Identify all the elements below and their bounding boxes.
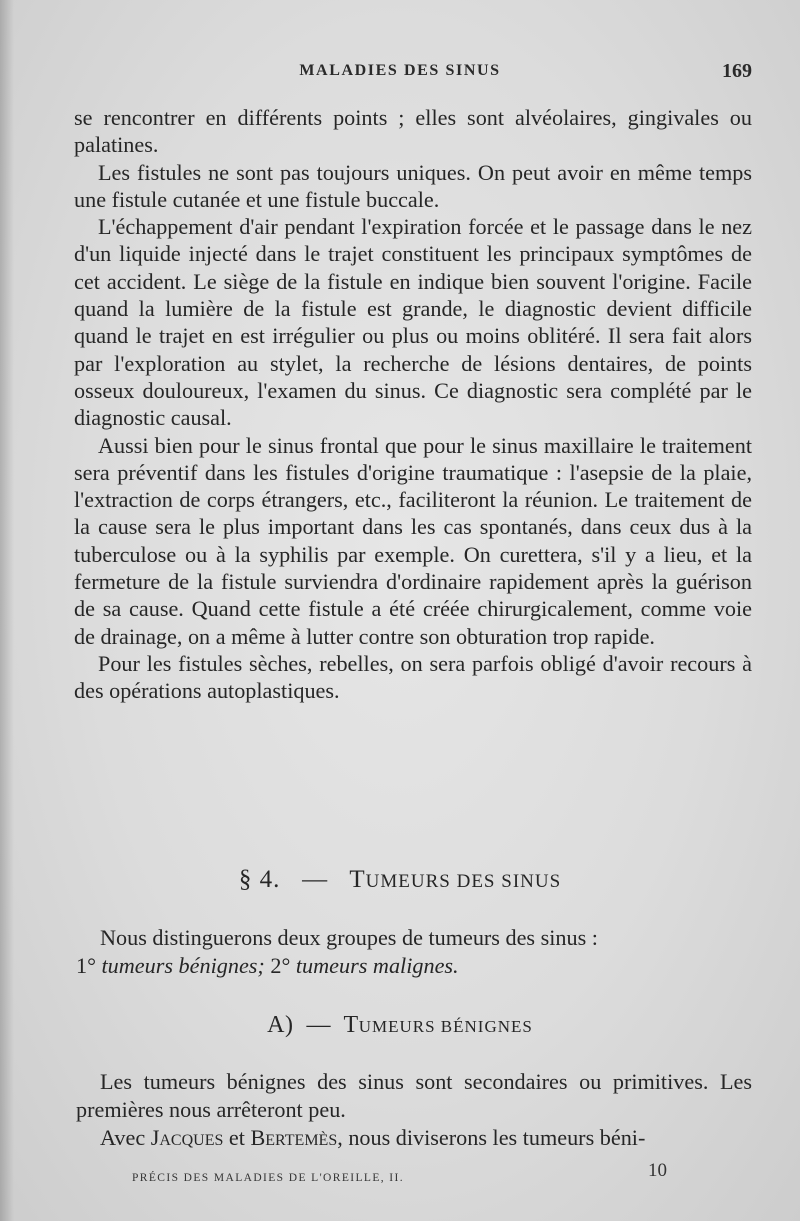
author-jacques: Jacques bbox=[150, 1125, 224, 1150]
section-mark: § 4. bbox=[238, 866, 281, 893]
division-start: Avec bbox=[100, 1125, 146, 1150]
tumor-groups-paragraph bbox=[76, 924, 752, 980]
subsection-title-initial: T bbox=[343, 1012, 359, 1038]
signature-number: 10 bbox=[648, 1160, 667, 1181]
paragraph-treatment: Aussi bien pour le sinus frontal que pour le sinus maxillaire le traitement sera préventif dans les fistules d'origine traumatique : l'asepsie de la plaie, l'extraction de corps étrangers, etc., faciliteront la réunion. Le traitement de la cause sera le plus important dans les cas spontanés, dans ceux dus à la tuberculose ou à la syphilis par exemple. On curettera, s'il y a lieu, et la fermeture de la fistule surviendra d'ordinaire rapidement après la guérison de sa cause. Quand cette fistule a été créée chirurgicalement, comme voie de drainage, on a même à lutter contre son obturation trop rapide. bbox=[74, 432, 752, 649]
page-number: 169 bbox=[722, 60, 752, 82]
paragraph-multiple-fistulas: Les fistules ne sont pas toujours uniques. On peut avoir en même temps une fistule cutanée et une fistule buccale. bbox=[74, 159, 752, 212]
paragraph-division bbox=[76, 1124, 752, 1152]
printer-signature-line bbox=[0, 1160, 800, 1194]
subsection-title-rest: UMEURS BÉNIGNES bbox=[358, 1017, 533, 1036]
group-1-number: 1° bbox=[76, 953, 96, 978]
body-text bbox=[74, 104, 752, 705]
group-1-label: tumeurs bénignes; bbox=[101, 953, 265, 978]
paragraph-dry-fistulas: Pour les fistules sèches, rebelles, on sera parfois obligé d'avoir recours à des opérations autoplastiques. bbox=[74, 650, 752, 704]
tail-text bbox=[76, 1068, 752, 1152]
division-conjunction: et bbox=[228, 1125, 245, 1150]
running-head bbox=[0, 58, 800, 88]
paragraph-symptoms-diagnosis: L'échappement d'air pendant l'expiration forcée et le passage dans le nez d'un liquide injecté dans le trajet constituent les principaux symptômes de cet accident. Le siège de la fistule en indique bien souvent l'origine. Facile quand la lumière de la fistule est grande, le diagnostic devient difficile quand le trajet en est irrégulier ou plus ou moins oblitéré. Il sera fait alors par l'exploration au stylet, la recherche de lésions dentaires, de points osseux douloureux, l'examen du sinus. Ce diagnostic sera complété par le diagnostic causal. bbox=[74, 214, 752, 431]
section-title-rest: UMEURS DES SINUS bbox=[365, 871, 562, 892]
section-heading bbox=[0, 866, 800, 894]
group-2-label: tumeurs malignes. bbox=[295, 953, 459, 978]
book-signature: PRÉCIS DES MALADIES DE L'OREILLE, II. bbox=[132, 1172, 405, 1184]
section-title-initial: T bbox=[349, 866, 366, 893]
subsection-mark: A) bbox=[267, 1012, 294, 1038]
subsection-dash: — bbox=[306, 1012, 331, 1038]
groups-intro: Nous distinguerons deux groupes de tumeurs des sinus : bbox=[100, 925, 598, 950]
subsection-heading bbox=[0, 1012, 800, 1039]
author-bertemes: Bertemès bbox=[250, 1125, 338, 1150]
groups-list bbox=[76, 952, 752, 980]
running-title: MALADIES DES SINUS bbox=[299, 62, 501, 79]
division-end: , nous diviserons les tumeurs béni- bbox=[337, 1125, 646, 1150]
section-dash: — bbox=[302, 866, 329, 893]
paragraph-benign-types: Les tumeurs bénignes des sinus sont secondaires ou primitives. Les premières nous arrêteront peu. bbox=[76, 1069, 752, 1122]
group-2-number: 2° bbox=[270, 953, 291, 978]
paragraph-continuation: se rencontrer en différents points ; elles sont alvéolaires, gingivales ou palatines. bbox=[74, 105, 752, 158]
